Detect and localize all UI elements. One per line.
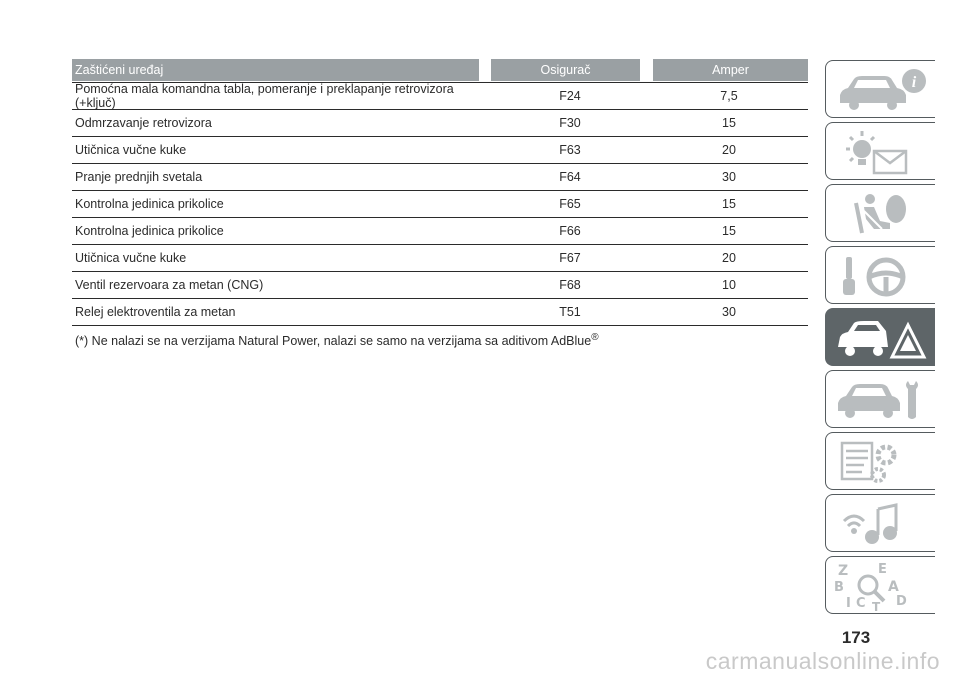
airbag-seat-icon — [834, 189, 930, 239]
fuse-cell: F66 — [559, 224, 581, 238]
svg-text:i: i — [911, 74, 917, 91]
device-cell: Relej elektroventila za metan — [75, 305, 236, 319]
table-row — [72, 191, 808, 218]
index-letter: B — [834, 580, 844, 595]
alphabetical-index-icon — [834, 561, 930, 611]
fuse-cell: F68 — [559, 278, 581, 292]
multimedia-music-icon — [834, 499, 930, 549]
ampere-cell: 30 — [722, 305, 736, 319]
ampere-cell: 20 — [722, 143, 736, 157]
tab-starting-driving[interactable] — [825, 246, 935, 304]
registered-mark: ® — [591, 332, 599, 343]
table-row — [72, 164, 808, 191]
device-cell: Kontrolna jedinica prikolice — [75, 224, 224, 238]
fuse-cell: F24 — [559, 89, 581, 103]
tab-multimedia[interactable] — [825, 494, 935, 552]
watermark: carmanualsonline.info — [705, 648, 940, 674]
device-cell: Ventil rezervoara za metan (CNG) — [75, 278, 264, 292]
ampere-cell: 15 — [722, 197, 736, 211]
index-letter: C — [856, 596, 866, 611]
footnote — [72, 332, 808, 348]
car-maintenance-wrench-icon — [834, 375, 930, 425]
ampere-cell: 10 — [722, 278, 736, 292]
tab-maintenance[interactable] — [825, 370, 935, 428]
fuse-cell: F30 — [559, 116, 581, 130]
table-row — [72, 137, 808, 164]
table-header — [72, 59, 808, 81]
car-info-icon — [834, 65, 930, 115]
tab-emergency[interactable] — [825, 308, 935, 366]
device-cell: Kontrolna jedinica prikolice — [75, 197, 224, 211]
table-row — [72, 83, 808, 110]
fuse-cell: F63 — [559, 143, 581, 157]
tab-index[interactable] — [825, 556, 935, 614]
key-steering-wheel-icon — [834, 251, 930, 301]
index-letter: A — [888, 579, 899, 595]
index-letter: D — [896, 594, 907, 609]
ampere-cell: 7,5 — [720, 89, 738, 103]
ampere-cell: 15 — [722, 116, 736, 130]
ampere-cell: 30 — [722, 170, 736, 184]
tab-car-info[interactable] — [825, 60, 935, 118]
header-protected-device: Zaštićeni uređaj — [72, 59, 479, 81]
warning-light-message-icon — [834, 127, 930, 177]
header-ampere: Amper — [653, 59, 808, 81]
fuse-cell: T51 — [559, 305, 581, 319]
table-row — [72, 110, 808, 137]
fuse-cell: F67 — [559, 251, 581, 265]
device-cell: Utičnica vučne kuke — [75, 251, 187, 265]
table-row — [72, 299, 808, 326]
index-letter: E — [878, 562, 887, 577]
ampere-cell: 20 — [722, 251, 736, 265]
device-cell: Pomoćna mala komandna tabla, pomeranje i preklapanje retrovizora (+ključ) — [75, 82, 454, 110]
footnote-text: (*) Ne nalazi se na verzijama Natural Power, nalazi se samo na verzijama sa aditivom AdBlue — [75, 334, 592, 349]
fuse-cell: F64 — [559, 170, 581, 184]
table-row — [72, 272, 808, 299]
table-row — [72, 245, 808, 272]
device-cell: Odmrzavanje retrovizora — [75, 116, 212, 130]
tab-technical-data[interactable] — [825, 432, 935, 490]
tab-warning-lights[interactable] — [825, 122, 935, 180]
ampere-cell: 15 — [722, 224, 736, 238]
index-letter: Z — [838, 563, 849, 579]
device-cell: Pranje prednjih svetala — [75, 170, 203, 184]
index-letter: I — [846, 596, 851, 611]
page-number: 173 — [841, 628, 871, 647]
fuse-cell: F65 — [559, 197, 581, 211]
index-letter: T — [872, 600, 881, 611]
fuse-table — [72, 59, 808, 348]
table-row — [72, 218, 808, 245]
device-cell: Utičnica vučne kuke — [75, 143, 187, 157]
car-breakdown-warning-icon — [834, 313, 930, 363]
tab-safety[interactable] — [825, 184, 935, 242]
specifications-gear-icon — [834, 437, 930, 487]
header-fuse: Osigurač — [491, 59, 640, 81]
